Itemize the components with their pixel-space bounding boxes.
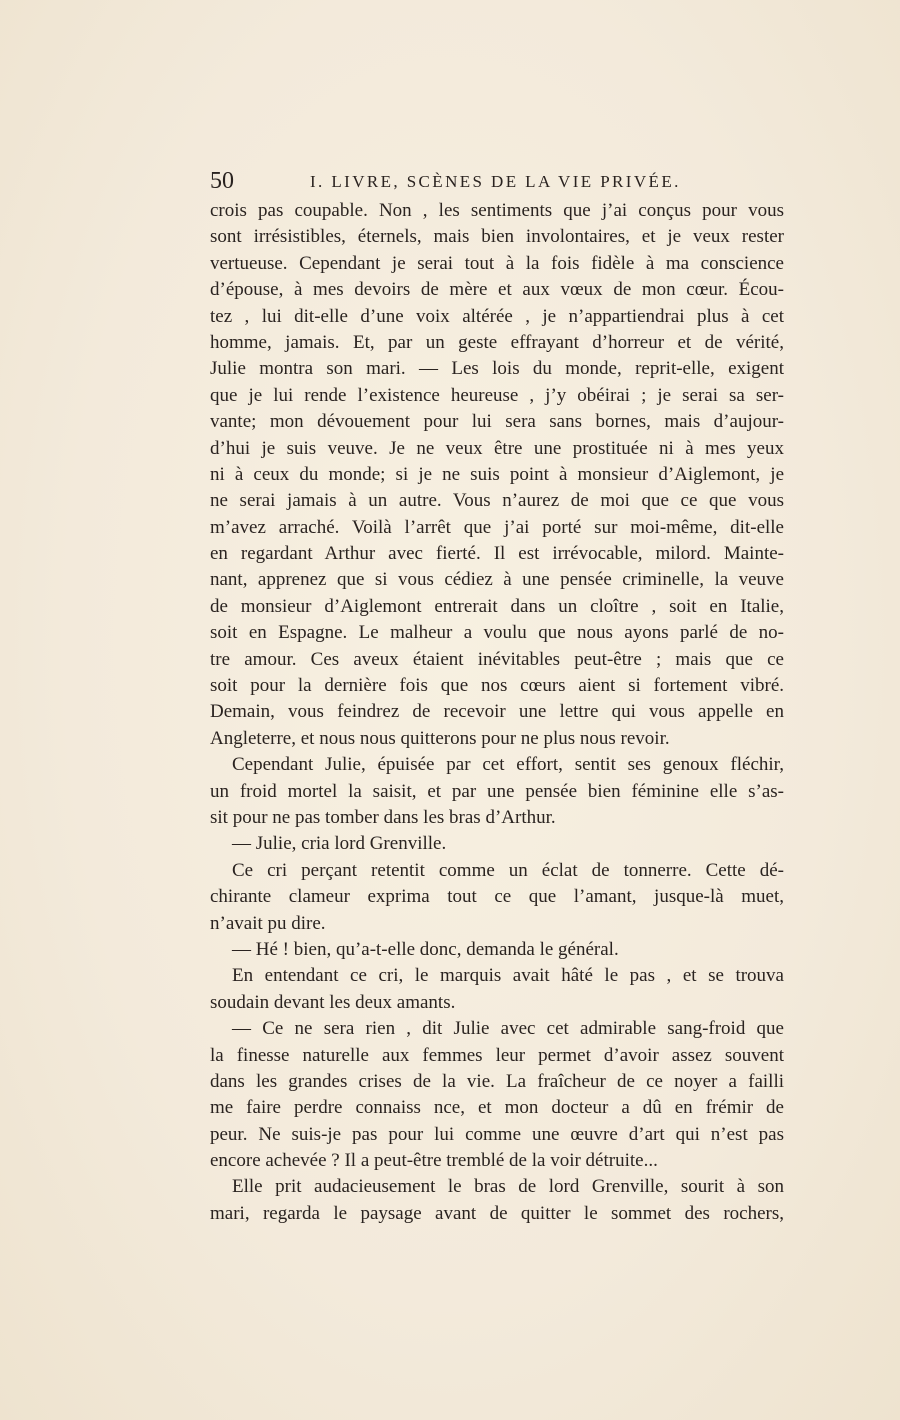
text-line: soudain devant les deux amants. — [210, 991, 456, 1013]
text-line: mari, regarda le paysage avant de quitter le sommet des rochers, — [210, 1202, 784, 1224]
text-line: Elle prit audacieusement le bras de lord Grenville, sourit à son — [232, 1176, 784, 1198]
text-line: d’hui je suis veuve. Je ne veux être une prostituée ni à mes yeux — [210, 437, 784, 459]
text-line: — Ce ne sera rien , dit Julie avec cet admirable sang-froid que — [232, 1018, 784, 1040]
paragraph — [210, 831, 784, 857]
text-line: de monsieur d’Aiglemont entrerait dans un cloître , soit en Italie, — [210, 595, 784, 617]
text-line: ni à ceux du monde; si je ne suis point à monsieur d’Aiglemont, je — [210, 463, 784, 485]
text-line: en regardant Arthur avec fierté. Il est irrévocable, milord. Mainte- — [210, 543, 784, 565]
text-line: d’épouse, à mes devoirs de mère et aux vœux de mon cœur. Écou- — [210, 279, 784, 301]
text-line: Julie montra son mari. — Les lois du monde, reprit-elle, exigent — [210, 358, 784, 380]
text-line: homme, jamais. Et, par un geste effrayant d’horreur et de vérité, — [210, 331, 784, 353]
paragraph — [210, 752, 784, 831]
paragraph — [210, 963, 784, 1016]
text-line: chirante clameur exprima tout ce que l’amant, jusque-là muet, — [210, 886, 784, 908]
text-line: vante; mon dévouement pour lui sera sans bornes, mais d’aujour- — [210, 411, 784, 433]
paragraph — [210, 937, 784, 963]
text-line: me faire perdre connaiss nce, et mon docteur a dû en frémir de — [210, 1097, 784, 1119]
text-line: Cependant Julie, épuisée par cet effort, sentit ses genoux fléchir, — [232, 754, 784, 776]
page-header — [210, 166, 784, 196]
text-line: dans les grandes crises de la vie. La fraîcheur de ce noyer a failli — [210, 1070, 784, 1092]
text-line: m’avez arraché. Voilà l’arrêt que j’ai porté sur moi-même, dit-elle — [210, 516, 784, 538]
text-line: n’avait pu dire. — [210, 912, 326, 934]
text-line: Angleterre, et nous nous quitterons pour ne plus nous revoir. — [210, 727, 670, 749]
text-line: un froid mortel la saisit, et par une pensée bien féminine elle s’as- — [210, 780, 784, 802]
text-line: sont irrésistibles, éternels, mais bien involontaires, et je veux rester — [210, 226, 784, 248]
text-line: ne serai jamais à un autre. Vous n’aurez de moi que ce que vous — [210, 490, 784, 512]
text-line: tre amour. Ces aveux étaient inévitables peut-être ; mais que ce — [210, 648, 784, 670]
text-line: crois pas coupable. Non , les sentiments que j’ai conçus pour vous — [210, 200, 784, 221]
text-line: encore achevée ? Il a peut-être tremblé de la voir détruite... — [210, 1150, 658, 1172]
text-line: peur. Ne suis-je pas pour lui comme une œuvre d’art qui n’est pas — [210, 1123, 784, 1145]
bleed-through-handwriting — [560, 48, 859, 69]
paragraph — [210, 1174, 784, 1227]
text-line: — Julie, cria lord Grenville. — [232, 833, 447, 855]
paragraph — [210, 198, 784, 752]
text-line: Ce cri perçant retentit comme un éclat de tonnerre. Cette dé- — [232, 859, 784, 881]
text-line: — Hé ! bien, qu’a-t-elle donc, demanda le général. — [232, 938, 619, 960]
text-line: soit pour la dernière fois que nos cœurs aient si fortement vibré. — [210, 675, 784, 697]
text-line: que je lui rende l’existence heureuse , j’y obéirai ; je serai sa ser- — [210, 384, 784, 406]
text-line: soit en Espagne. Le malheur a voulu que nous ayons parlé de no- — [210, 622, 784, 644]
text-line: tez , lui dit-elle d’une voix altérée , je n’appartiendrai plus à cet — [210, 305, 784, 327]
text-line: sit pour ne pas tomber dans les bras d’Arthur. — [210, 806, 556, 828]
paragraph — [210, 1016, 784, 1174]
page-number: 50 — [210, 168, 234, 194]
text-line: la finesse naturelle aux femmes leur permet d’avoir assez souvent — [210, 1044, 784, 1066]
body-text — [210, 198, 784, 1227]
text-line: nant, apprenez que si vous cédiez à une pensée criminelle, la veuve — [210, 569, 784, 591]
paragraph — [210, 858, 784, 937]
text-line: Demain, vous feindrez de recevoir une lettre qui vous appelle en — [210, 701, 784, 723]
text-line: vertueuse. Cependant je serai tout à la fois fidèle à ma conscience — [210, 252, 784, 274]
running-head: I. LIVRE, SCÈNES DE LA VIE PRIVÉE. — [310, 172, 681, 191]
text-line: En entendant ce cri, le marquis avait hâté le pas , et se trouva — [232, 965, 784, 987]
